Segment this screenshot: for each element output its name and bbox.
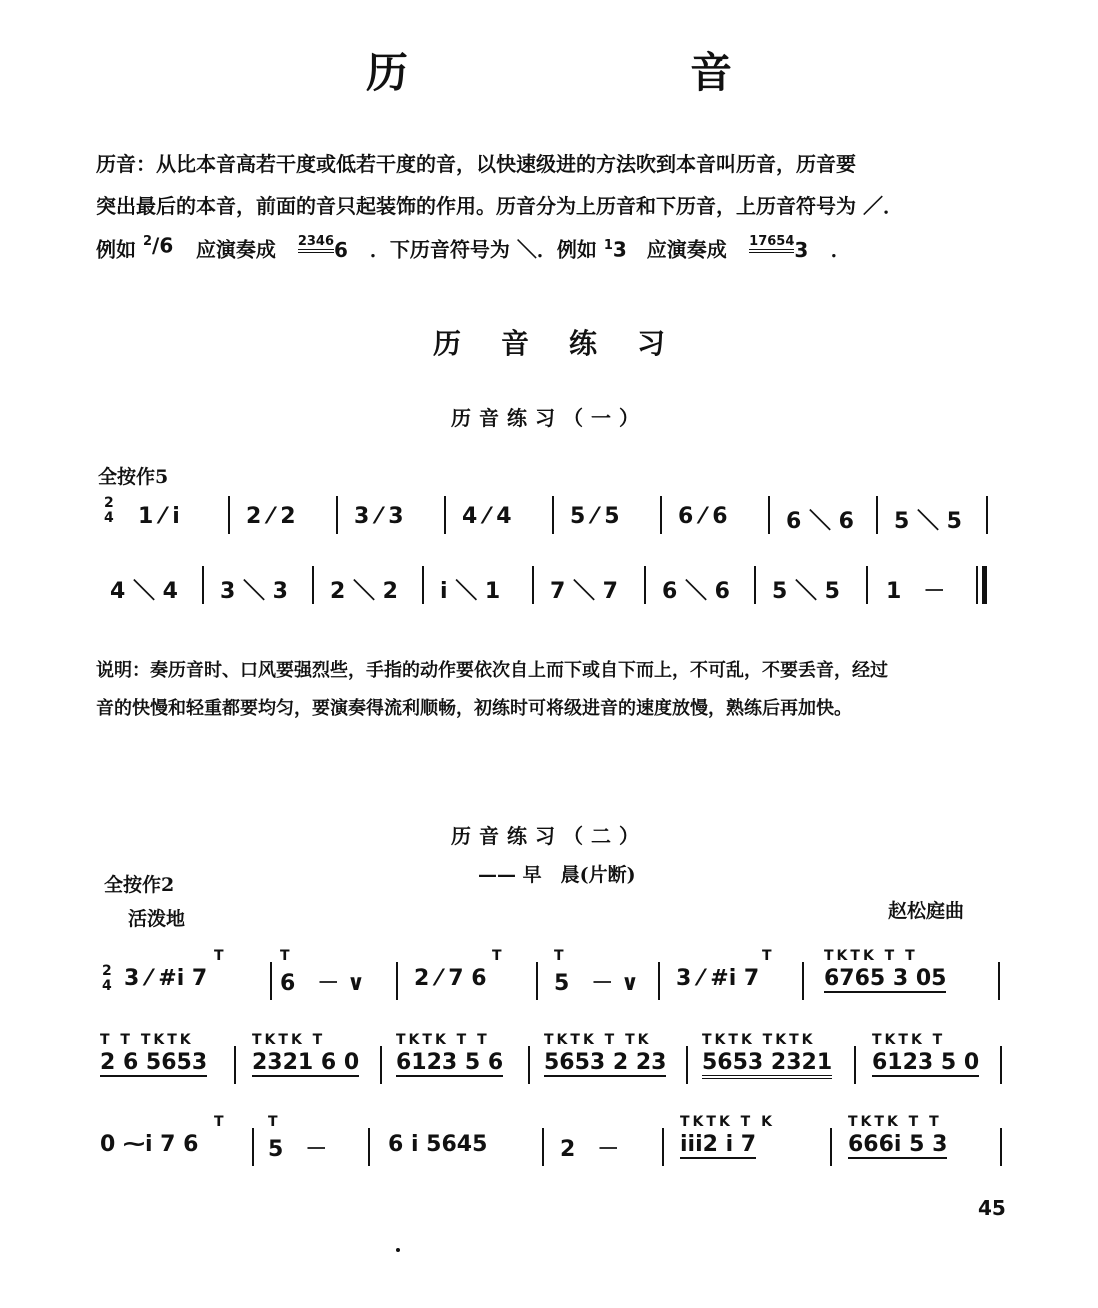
exercise1-staff-row-2 bbox=[96, 560, 1016, 610]
articulation: T bbox=[268, 1114, 281, 1130]
barline bbox=[536, 962, 538, 1000]
intro-end-mark: ． bbox=[830, 237, 851, 262]
measure: 666i 5 3 bbox=[848, 1132, 948, 1157]
page-title: 历 音 bbox=[365, 48, 852, 97]
measure: 5653 2 23 bbox=[544, 1050, 667, 1075]
articulation: T bbox=[492, 948, 505, 964]
measure: 2 ⁄ 7 6 bbox=[414, 966, 487, 991]
barline bbox=[270, 962, 272, 1000]
example1-grace-note: 2 bbox=[142, 234, 153, 249]
measure: 6765 3 05 bbox=[824, 966, 947, 991]
time-sig-bottom: 4 bbox=[102, 978, 112, 994]
example2-grace-note: 1 bbox=[603, 238, 613, 253]
example1-notation: $^2$/6 bbox=[142, 233, 174, 258]
barline bbox=[830, 1128, 832, 1166]
barline bbox=[866, 566, 868, 604]
intro-down-slide-text: ．下历音符号为 ＼．例如 bbox=[369, 237, 597, 262]
measure: 5 － bbox=[268, 1137, 328, 1162]
articulation: TKTK T T bbox=[848, 1114, 942, 1130]
barline bbox=[1000, 1128, 1002, 1166]
articulation: TKTK T bbox=[872, 1032, 946, 1048]
measure: 5 ⁄ 5 bbox=[570, 504, 620, 529]
example1-played-notes: 2346 bbox=[298, 234, 334, 253]
measure: 1 ⁄ i bbox=[138, 504, 180, 529]
measure: iii2 i 7 bbox=[680, 1132, 757, 1157]
barline bbox=[336, 496, 338, 534]
articulation: TKTK T T bbox=[396, 1032, 490, 1048]
barline bbox=[528, 1046, 530, 1084]
measure: 5 － ∨ bbox=[554, 971, 639, 996]
measure: 6123 5 0 bbox=[872, 1050, 980, 1075]
articulation: T bbox=[214, 1114, 227, 1130]
intro-line-3 bbox=[96, 232, 1016, 276]
measure: 3 ＼ 3 bbox=[220, 579, 288, 604]
barline bbox=[662, 1128, 664, 1166]
example2-perform-as: 应演奏成 bbox=[646, 237, 727, 262]
articulation: TKTK T bbox=[252, 1032, 326, 1048]
measure: 6 i 5645 bbox=[388, 1132, 488, 1157]
measure: 6 ＼ 6 bbox=[662, 579, 730, 604]
measure: 6123 5 6 bbox=[396, 1050, 504, 1075]
articulation: T bbox=[762, 948, 775, 964]
barline bbox=[976, 566, 978, 604]
note-line-2: 音的快慢和轻重都要均匀，要演奏得流利顺畅，初练时可将级进音的速度放慢，熟练后再加快。 bbox=[96, 698, 852, 719]
exercise2-staff-row-2 bbox=[96, 1032, 1016, 1082]
example1-main-note: 6 bbox=[159, 233, 174, 258]
barline bbox=[552, 496, 554, 534]
barline bbox=[1000, 1046, 1002, 1084]
intro-line-1: 历音：从比本音高若干度或低若干度的音，以快速级进的方法吹到本音叫历音，历音要 bbox=[96, 152, 856, 176]
measure: i ＼ 1 bbox=[440, 579, 501, 604]
measure: 0 ⁓i 7 6 bbox=[100, 1132, 199, 1157]
barline bbox=[686, 1046, 688, 1084]
barline bbox=[644, 566, 646, 604]
articulation: T bbox=[554, 948, 567, 964]
barline bbox=[532, 566, 534, 604]
exercise2-tempo: 活泼地 bbox=[128, 908, 186, 930]
measure: 5 ＼ 5 bbox=[894, 509, 962, 534]
example2-main-note: 3 bbox=[612, 237, 627, 262]
barline bbox=[998, 962, 1000, 1000]
barline bbox=[768, 496, 770, 534]
barline bbox=[802, 962, 804, 1000]
barline bbox=[252, 1128, 254, 1166]
barline bbox=[228, 496, 230, 534]
articulation: T bbox=[214, 948, 227, 964]
intro-example-label: 例如 bbox=[96, 237, 136, 262]
measure: 6 － ∨ bbox=[280, 971, 365, 996]
measure: 2 6 5653 bbox=[100, 1050, 208, 1075]
measure: 5 ＼ 5 bbox=[772, 579, 840, 604]
exercise2-staff-row-3 bbox=[96, 1114, 1016, 1164]
measure: 3 ⁄ #i 7 bbox=[676, 966, 760, 991]
articulation: TKTK TKTK bbox=[702, 1032, 816, 1048]
barline bbox=[876, 496, 878, 534]
measure: 7 ＼ 7 bbox=[550, 579, 618, 604]
measure: 4 ⁄ 4 bbox=[462, 504, 512, 529]
example1-played-main: 6 bbox=[334, 237, 348, 262]
section-title: 历音练习 bbox=[432, 327, 705, 360]
measure: 2 － bbox=[560, 1137, 620, 1162]
measure: 2 ⁄ 2 bbox=[246, 504, 296, 529]
example1-perform-as: 应演奏成 bbox=[195, 237, 276, 262]
measure: 4 ＼ 4 bbox=[110, 579, 178, 604]
barline bbox=[658, 962, 660, 1000]
barline bbox=[312, 566, 314, 604]
note-line-1: 说明：奏历音时、口风要强烈些，手指的动作要依次自上而下或自下而上，不可乱，不要丢音，经过 bbox=[96, 660, 888, 681]
barline bbox=[368, 1128, 370, 1166]
exercise1-time-signature bbox=[104, 496, 114, 526]
articulation: T bbox=[280, 948, 293, 964]
measure: 6 ＼ 6 bbox=[786, 509, 854, 534]
barline bbox=[234, 1046, 236, 1084]
exercise2-time-signature bbox=[102, 964, 112, 994]
example2-played-notes: 17654 bbox=[749, 234, 794, 253]
example2-played-main: 3 bbox=[794, 237, 809, 262]
exercise2-title: 历音练习（二） bbox=[451, 824, 647, 848]
measure: 3 ⁄ #i 7 bbox=[124, 966, 208, 991]
articulation: TKTK T TK bbox=[544, 1032, 652, 1048]
barline bbox=[986, 496, 988, 534]
articulation: T T TKTK bbox=[100, 1032, 194, 1048]
time-sig-bottom: 4 bbox=[104, 510, 114, 526]
time-sig-top: 2 bbox=[104, 495, 114, 511]
page-number: 45 bbox=[978, 1196, 1006, 1220]
print-speck bbox=[396, 1248, 400, 1252]
barline bbox=[422, 566, 424, 604]
measure: 6 ⁄ 6 bbox=[678, 504, 728, 529]
exercise2-composer: 赵松庭曲 bbox=[888, 900, 965, 922]
articulation: TKTK T K bbox=[680, 1114, 775, 1130]
measure: 2321 6 0 bbox=[252, 1050, 360, 1075]
barline bbox=[660, 496, 662, 534]
barline bbox=[444, 496, 446, 534]
exercise1-staff-row-1 bbox=[96, 490, 1016, 540]
exercise1-key: 全按作5 bbox=[98, 466, 169, 488]
barline bbox=[202, 566, 204, 604]
barline bbox=[542, 1128, 544, 1166]
exercise1-title: 历音练习（一） bbox=[451, 406, 647, 430]
exercise2-staff-row-1 bbox=[96, 948, 1016, 998]
barline bbox=[854, 1046, 856, 1084]
exercise2-subtitle: —— 早 晨(片断) bbox=[478, 864, 636, 886]
example2-notation bbox=[604, 232, 640, 264]
intro-line-2: 突出最后的本音，前面的音只起装饰的作用。历音分为上历音和下历音，上历音符号为 ／． bbox=[96, 194, 903, 218]
measure: 2 ＼ 2 bbox=[330, 579, 398, 604]
barline bbox=[380, 1046, 382, 1084]
measure: 5653 2321 bbox=[702, 1050, 832, 1079]
barline bbox=[396, 962, 398, 1000]
example1-played-notation bbox=[283, 233, 363, 268]
measure: 1 － bbox=[886, 579, 946, 604]
time-sig-top: 2 bbox=[102, 963, 112, 979]
final-barline bbox=[982, 566, 987, 604]
barline bbox=[754, 566, 756, 604]
exercise2-key: 全按作2 bbox=[104, 874, 175, 896]
measure: 3 ⁄ 3 bbox=[354, 504, 404, 529]
example2-played-notation bbox=[734, 233, 824, 268]
articulation: TKTK T T bbox=[824, 948, 918, 964]
